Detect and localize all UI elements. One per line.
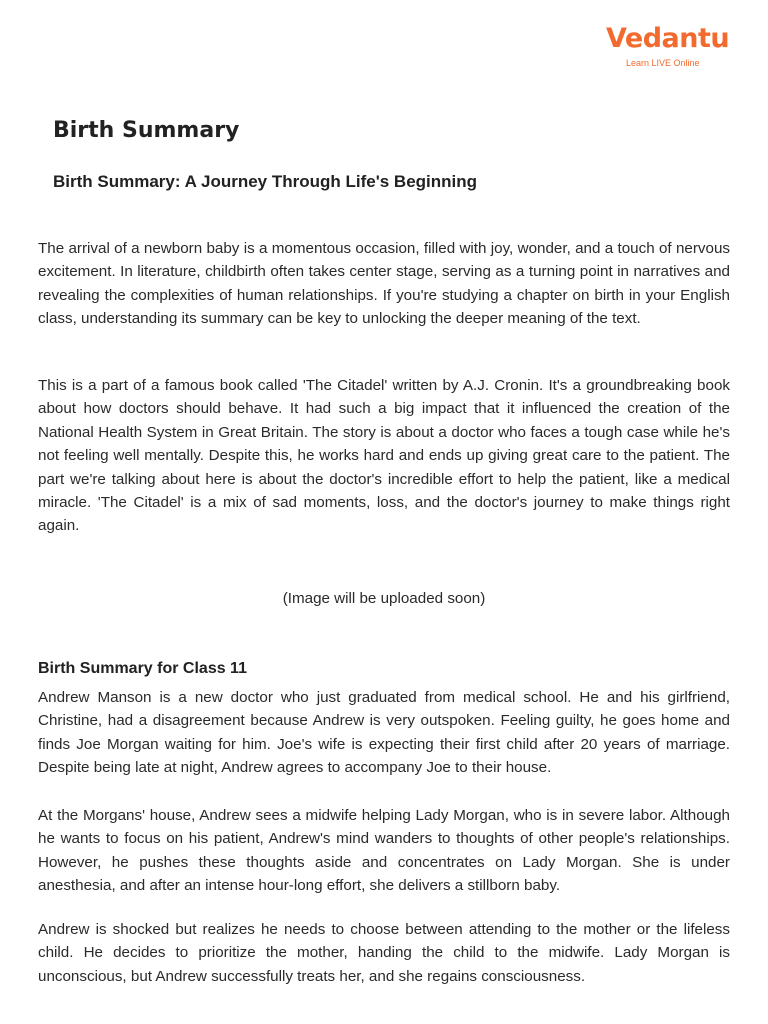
- vedantu-logo[interactable]: [606, 22, 730, 74]
- image-placeholder-text: (Image will be uploaded soon): [282, 590, 486, 607]
- logo-tagline: Learn LIVE Online: [626, 58, 700, 68]
- intro-paragraph: The arrival of a newborn baby is a momentous occasion, filled with joy, wonder, and a touch of nervous excitement. In literature, childbirth often takes center stage, serving as a turning point in narratives and revealing the complexities of human relationships. If you're studying a chapter on birth in your English class, understanding its summary can be key to unlocking the deeper meaning of the text.: [38, 240, 730, 328]
- section-paragraph: At the Morgans' house, Andrew sees a midwife helping Lady Morgan, who is in severe labor. Although he wants to focus on his patient, Andrew's mind wanders to thoughts of other people's relationships. However, he pushes these thoughts aside and concentrates on Lady Morgan. She is under anesthesia, and after an intense hour-long effort, she delivers a stillborn baby.: [38, 807, 730, 895]
- page-title: Birth Summary: [53, 118, 240, 143]
- section-heading: Birth Summary for Class 11: [38, 660, 247, 677]
- citadel-paragraph: This is a part of a famous book called 'The Citadel' written by A.J. Cronin. It's a groundbreaking book about how doctors should behave. It had such a big impact that it influenced the creation of the National Health System in Great Britain. The story is about a doctor who faces a tough case while he's not feeling well mentally. Despite this, he works hard and ends up giving great care to the patient. The part we're talking about here is about the doctor's incredible effort to help the patient, like a medical miracle. 'The Citadel' is a mix of sad moments, loss, and the doctor's journey to make things right again.: [38, 377, 730, 535]
- page-subtitle: Birth Summary: A Journey Through Life's Beginning: [53, 172, 478, 191]
- section-paragraph: Andrew is shocked but realizes he needs to choose between attending to the mother or the lifeless child. He decides to prioritize the mother, handing the child to the midwife. Lady Morgan is unconscious, but Andrew successfully treats her, and she regains consciousness.: [38, 921, 730, 985]
- logo-wordmark: Vedantu: [606, 23, 730, 54]
- section-paragraph: Andrew Manson is a new doctor who just graduated from medical school. He and his girlfriend, Christine, had a disagreement because Andrew is very outspoken. Feeling guilty, he goes home and finds Joe Morgan waiting for him. Joe's wife is expecting their first child after 20 years of marriage. Despite being late at night, Andrew agrees to accompany Joe to their house.: [38, 689, 730, 777]
